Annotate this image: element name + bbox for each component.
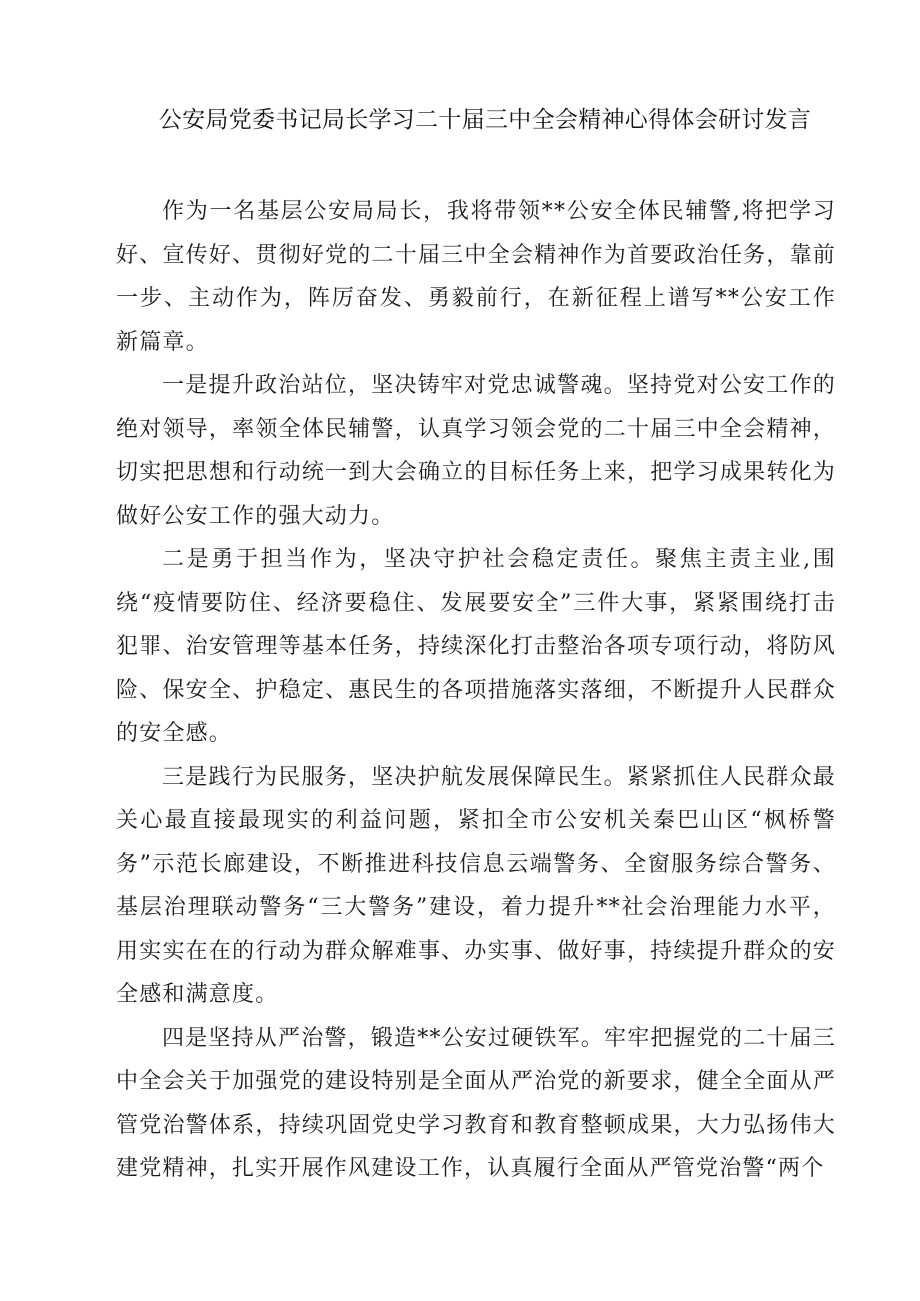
- paragraph-point-four: 四是坚持从严治警，锻造**公安过硬铁军。牢牢把握党的二十届三中全会关于加强党的建设特别是全面从严治党的新要求，健全全面从严管党治警体系，持续巩固党史学习教育和教育整顿成果，大力弘扬伟大建党精神，扎实开展作风建设工作，认真履行全面从严管党治警“两个: [116, 1025, 837, 1181]
- paragraph-point-one: 一是提升政治站位，坚决铸牢对党忠诚警魂。坚持党对公安工作的绝对领导，率领全体民辅警，认真学习领会党的二十届三中全会精神，切实把思想和行动统一到大会确立的目标任务上来，把学习成果转化为做好公安工作的强大动力。: [116, 373, 836, 529]
- paragraph-intro: 作为一名基层公安局局长，我将带领**公安全体民辅警,将把学习好、宣传好、贯彻好党的二十届三中全会精神作为首要政治任务，靠前一步、主动作为，阵厉奋发、勇毅前行，在新征程上谱写**公安工作新篇章。: [116, 199, 836, 355]
- document-body: [116, 190, 836, 1191]
- document-title: 公安局党委书记局长学习二十届三中全会精神心得体会研讨发言: [158, 107, 812, 133]
- paragraph-point-two: 二是勇于担当作为，坚决守护社会稳定责任。聚焦主责主业,围绕“疫情要防住、经济要稳住、发展要安全”三件大事，紧紧围绕打击犯罪、治安管理等基本任务，持续深化打击整治各项专项行动，将防风险、保安全、护稳定、惠民生的各项措施落实落细，不断提升人民群众的安全感。: [116, 547, 836, 746]
- paragraph-point-three: 三是践行为民服务，坚决护航发展保障民生。紧紧抓住人民群众最关心最直接最现实的利益问题，紧扣全市公安机关秦巴山区“枫桥警务”示范长廊建设，不断推进科技信息云端警务、全窗服务综合警务、基层治理联动警务“三大警务”建设，着力提升**社会治理能力水平，用实实在在的行动为群众解难事、办实事、做好事，持续提升群众的安全感和满意度。: [116, 764, 836, 1007]
